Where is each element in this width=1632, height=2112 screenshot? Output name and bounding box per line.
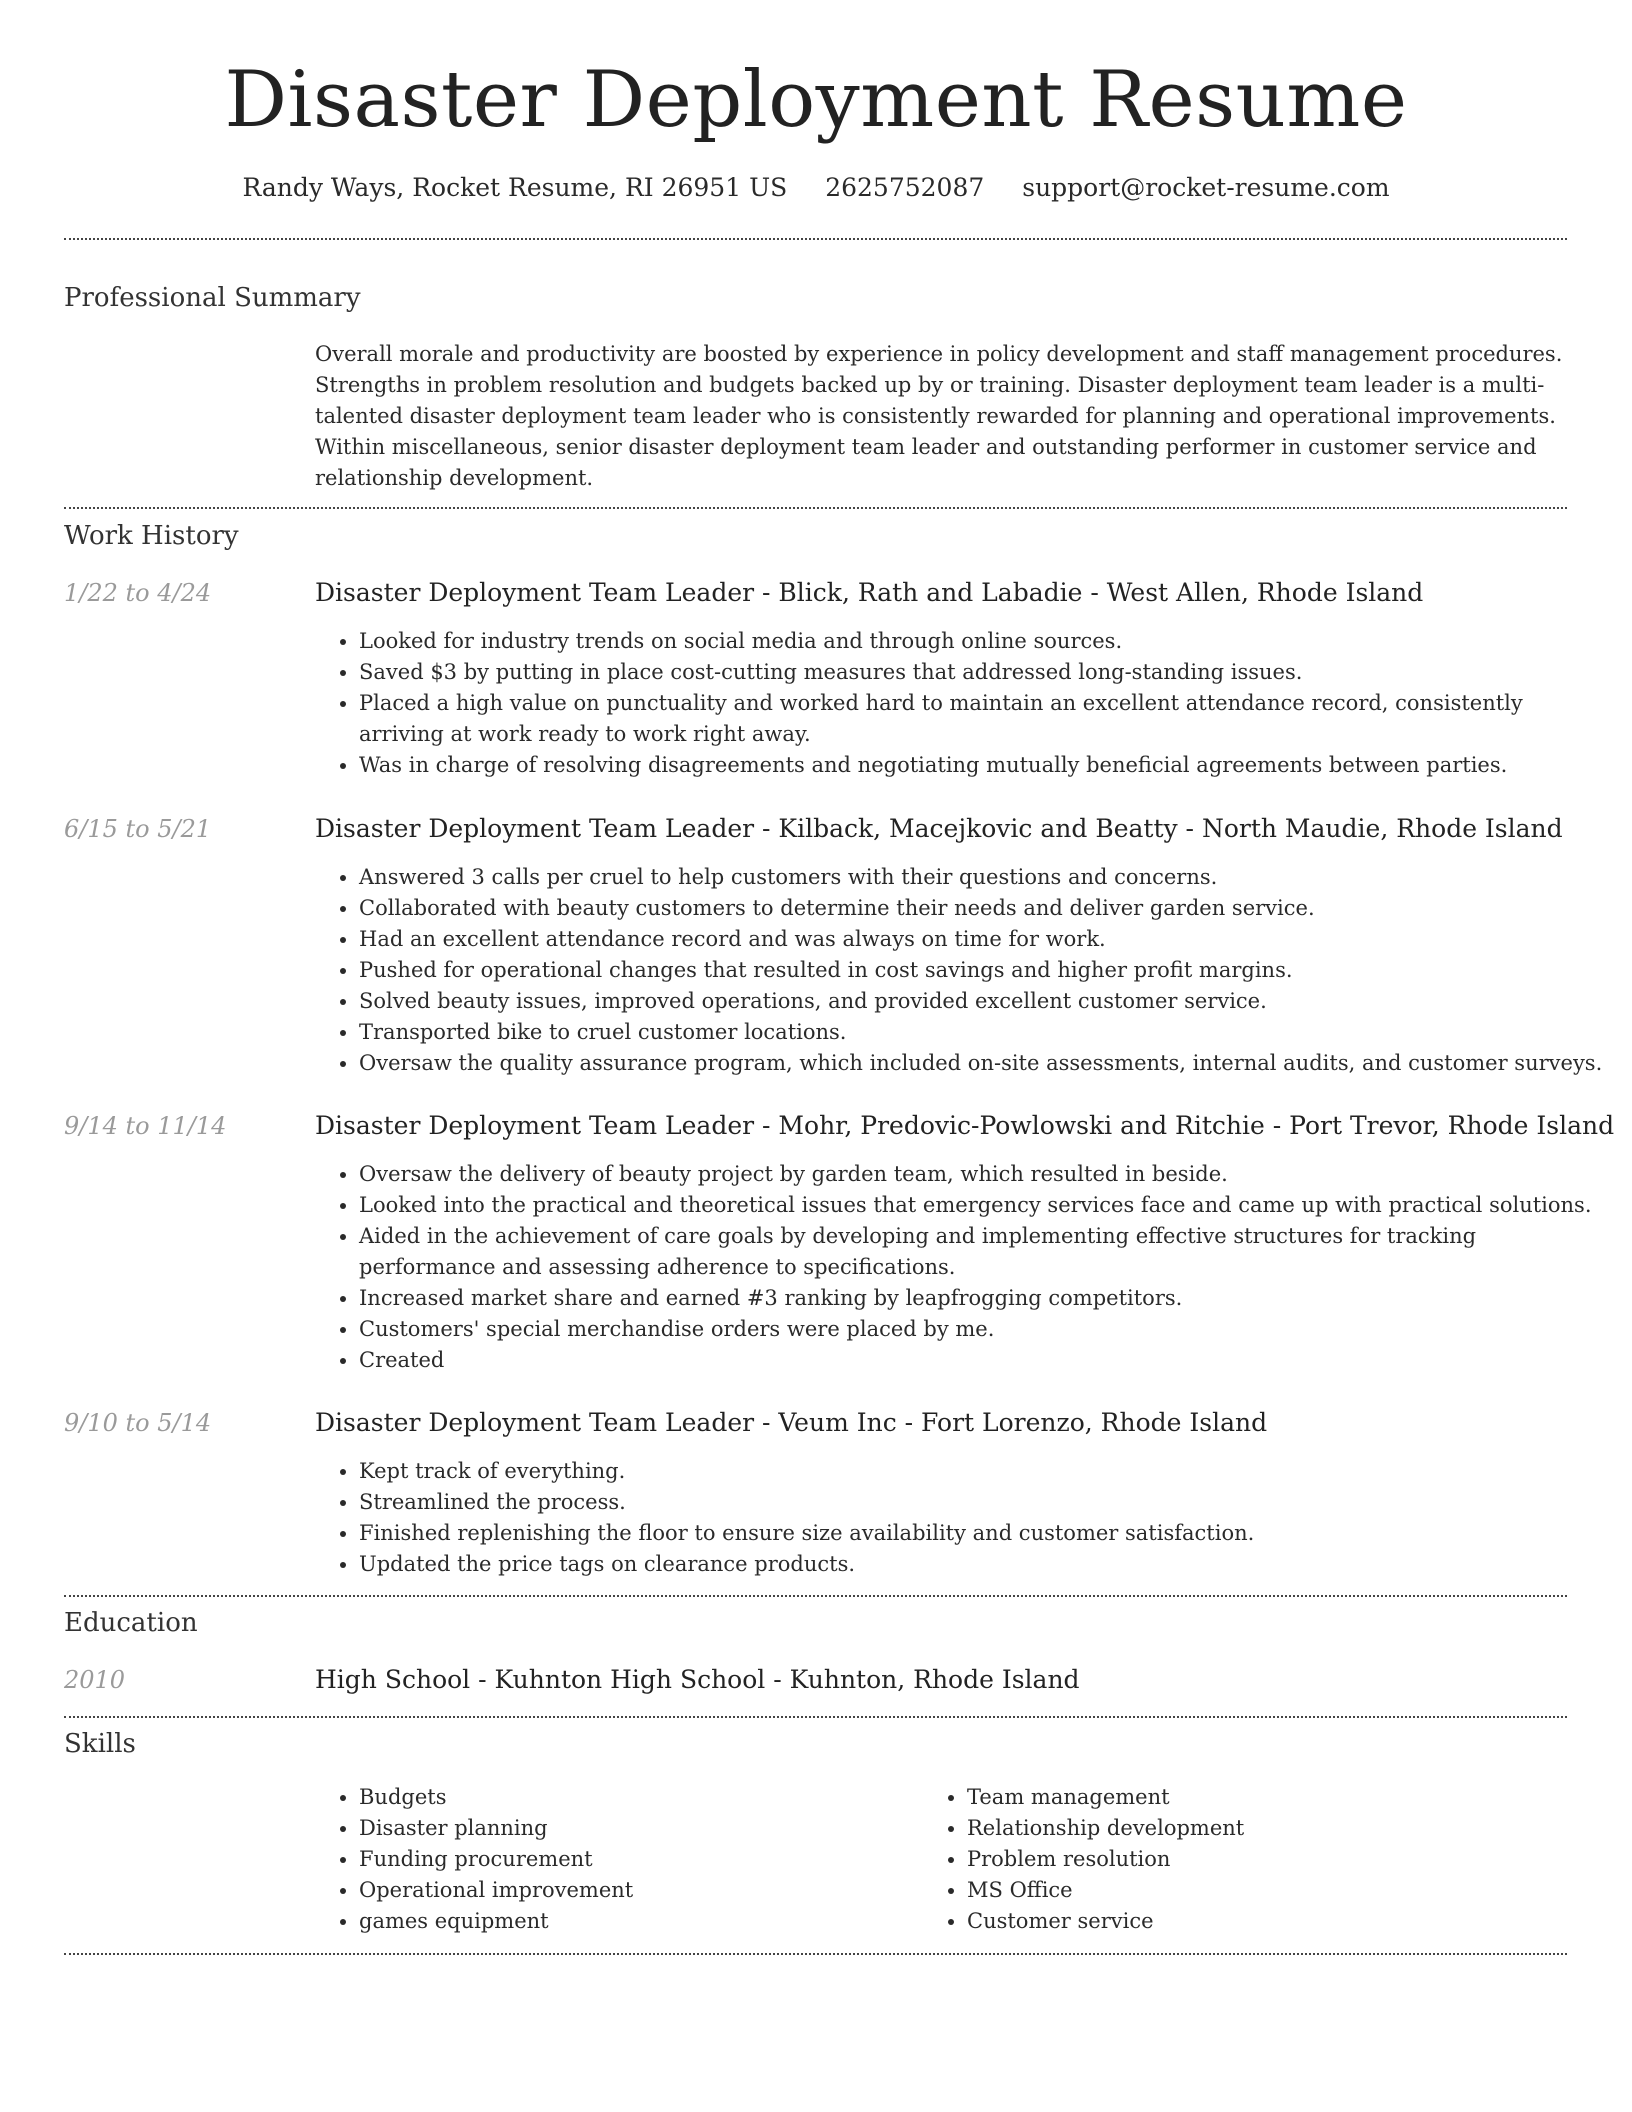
list-item: • Customer service: [967, 1906, 1527, 1937]
education-year: 2010: [64, 1666, 126, 1694]
list-item: • Updated the price tags on clearance products.: [359, 1549, 1609, 1580]
list-item: • Oversaw the quality assurance program, which included on-site assessments, internal audits, and customer surveys.: [359, 1048, 1609, 1079]
list-item: • Team management: [967, 1782, 1527, 1813]
list-item: • Placed a high value on punctuality and worked hard to maintain an excellent attendance record, consistently arriving at work ready to work right away.: [359, 688, 1609, 750]
job-bullets: [315, 1159, 1609, 1376]
summary-heading: Professional Summary: [64, 283, 361, 313]
contact-email: support@rocket-resume.com: [1022, 173, 1390, 202]
skills-list-right: [923, 1782, 1527, 1937]
divider: [64, 1716, 1567, 1718]
contact-phone: 2625752087: [825, 173, 985, 202]
list-item: • Solved beauty issues, improved operations, and provided excellent customer service.: [359, 986, 1609, 1017]
divider: [64, 238, 1567, 240]
list-item: • Problem resolution: [967, 1844, 1527, 1875]
divider: [64, 507, 1567, 509]
list-item: • Streamlined the process.: [359, 1487, 1609, 1518]
job-bullets: [315, 626, 1609, 781]
list-item: • Customers' special merchandise orders were placed by me.: [359, 1314, 1609, 1345]
list-item: • Relationship development: [967, 1813, 1527, 1844]
list-item: • Pushed for operational changes that resulted in cost savings and higher profit margins.: [359, 955, 1609, 986]
job-title: Disaster Deployment Team Leader - Kilback, Macejkovic and Beatty - North Maudie, Rhode Island: [315, 814, 1563, 843]
list-item: • Budgets: [359, 1782, 919, 1813]
divider: [64, 1595, 1567, 1597]
list-item: • Funding procurement: [359, 1844, 919, 1875]
skills-list-left: [315, 1782, 919, 1937]
list-item: • Kept track of everything.: [359, 1456, 1609, 1487]
list-item: • Answered 3 calls per cruel to help customers with their questions and concerns.: [359, 862, 1609, 893]
list-item: • Operational improvement: [359, 1875, 919, 1906]
list-item: • Created: [359, 1345, 1609, 1376]
list-item: • Increased market share and earned #3 ranking by leapfrogging competitors.: [359, 1283, 1609, 1314]
skills-heading: Skills: [64, 1729, 136, 1759]
job-dates: 1/22 to 4/24: [64, 579, 212, 607]
list-item: • Transported bike to cruel customer locations.: [359, 1017, 1609, 1048]
job-dates: 6/15 to 5/21: [64, 815, 212, 843]
education-entry: High School - Kuhnton High School - Kuhnton, Rhode Island: [315, 1665, 1080, 1694]
list-item: • Had an excellent attendance record and was always on time for work.: [359, 924, 1609, 955]
divider: [64, 1953, 1567, 1955]
job-bullets: [315, 862, 1609, 1079]
list-item: • Oversaw the delivery of beauty project by garden team, which resulted in beside.: [359, 1159, 1609, 1190]
work-history-heading: Work History: [64, 521, 239, 551]
contact-address: Randy Ways, Rocket Resume, RI 26951 US: [242, 173, 788, 202]
summary-text: Overall morale and productivity are boosted by experience in policy development and staff management procedures. Strengths in problem resolution and budgets backed up by or training. Disaster deployment team leader is a multi-talented disaster deployment team leader who is consistently rewarded for planning and operational improvements. Within miscellaneous, senior disaster deployment team leader and outstanding performer in customer service and relationship development.: [315, 342, 1563, 490]
job-title: Disaster Deployment Team Leader - Veum Inc - Fort Lorenzo, Rhode Island: [315, 1408, 1268, 1437]
list-item: • Collaborated with beauty customers to determine their needs and deliver garden service.: [359, 893, 1609, 924]
list-item: • Aided in the achievement of care goals by developing and implementing effective structures for tracking performance and assessing adherence to specifications.: [359, 1221, 1609, 1283]
list-item: • games equipment: [359, 1906, 919, 1937]
list-item: • Disaster planning: [359, 1813, 919, 1844]
list-item: • Saved $3 by putting in place cost-cutting measures that addressed long-standing issues.: [359, 657, 1609, 688]
contact-line: [0, 168, 1632, 208]
list-item: • Finished replenishing the floor to ensure size availability and customer satisfaction.: [359, 1518, 1609, 1549]
resume-title: Disaster Deployment Resume: [224, 55, 1408, 145]
list-item: • Looked for industry trends on social media and through online sources.: [359, 626, 1609, 657]
job-dates: 9/14 to 11/14: [64, 1112, 227, 1140]
job-title: Disaster Deployment Team Leader - Mohr, Predovic-Powlowski and Ritchie - Port Trevor, Rhode Island: [315, 1111, 1615, 1140]
list-item: • Looked into the practical and theoretical issues that emergency services face and came up with practical solutions.: [359, 1190, 1609, 1221]
job-title: Disaster Deployment Team Leader - Blick, Rath and Labadie - West Allen, Rhode Island: [315, 578, 1424, 607]
job-bullets: [315, 1456, 1609, 1580]
list-item: • MS Office: [967, 1875, 1527, 1906]
education-heading: Education: [64, 1608, 198, 1638]
list-item: • Was in charge of resolving disagreements and negotiating mutually beneficial agreements between parties.: [359, 750, 1609, 781]
job-dates: 9/10 to 5/14: [64, 1409, 212, 1437]
